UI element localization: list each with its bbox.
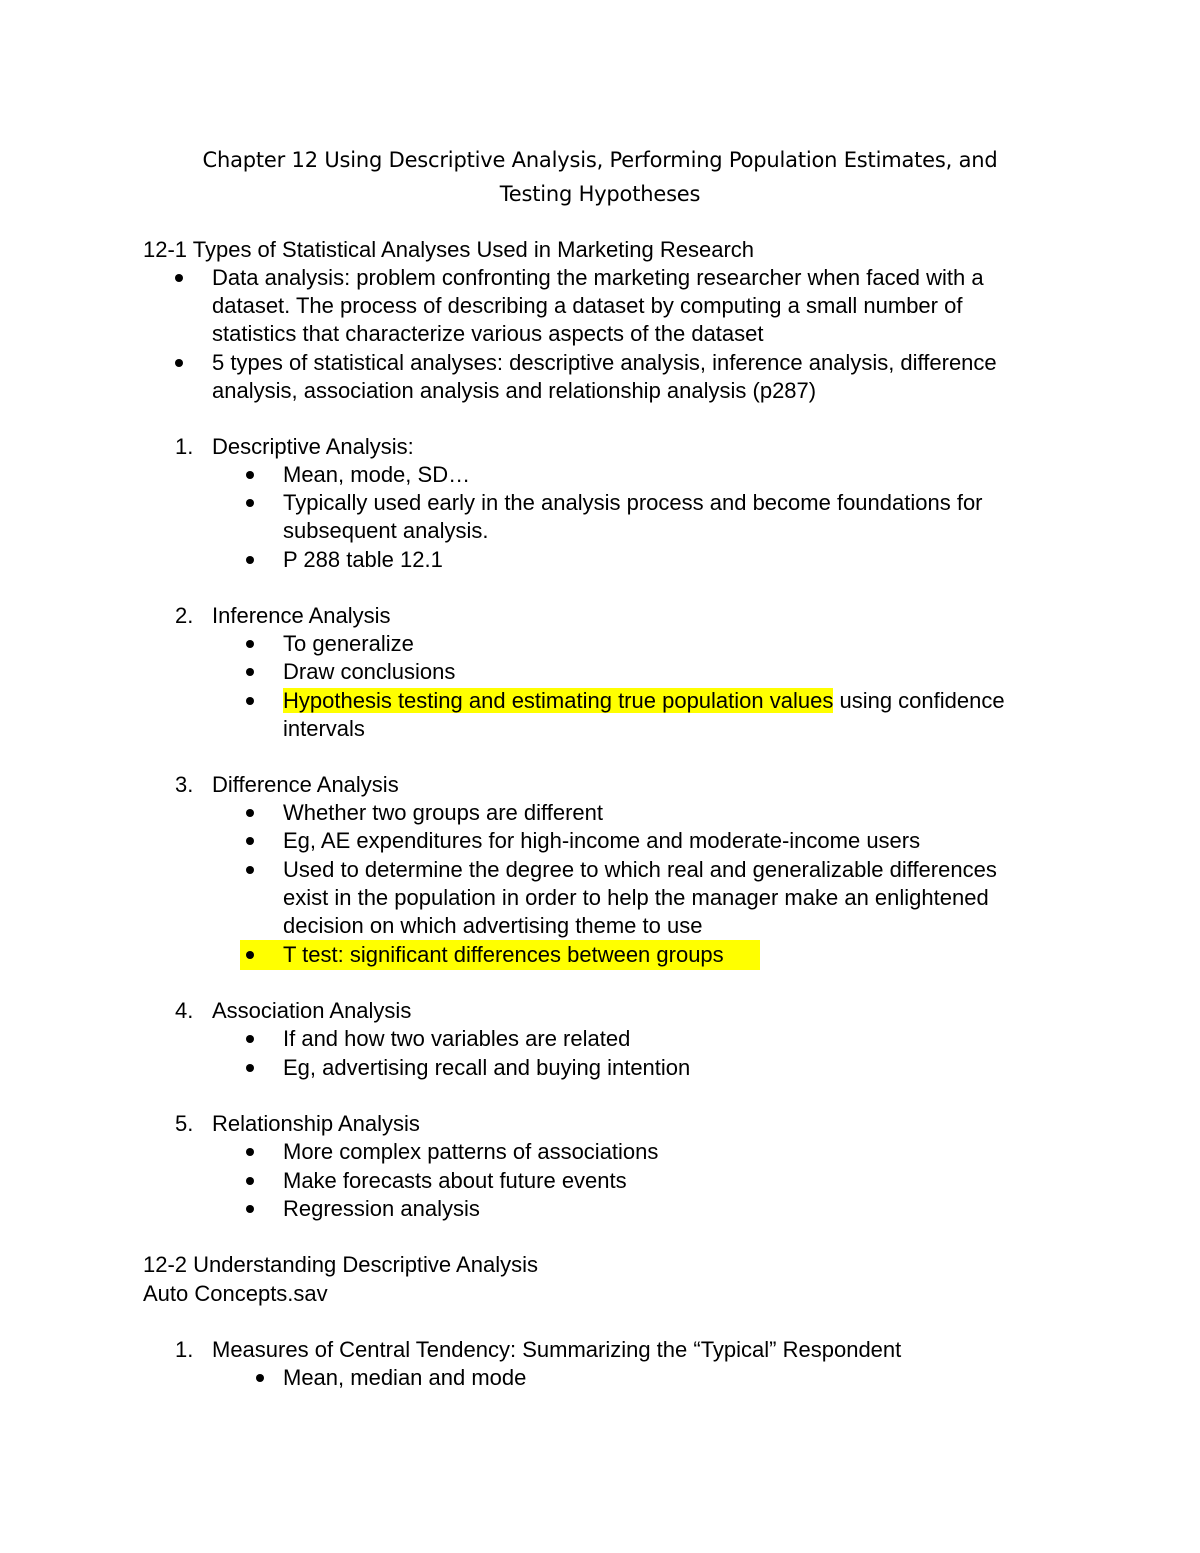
- section-heading-12-2: 12-2 Understanding Descriptive Analysis: [143, 1252, 538, 1277]
- bullet-text-continued: decision on which advertising theme to use: [283, 913, 703, 938]
- bullet-text-continued: statistics that characterize various aspects of the dataset: [212, 321, 764, 346]
- bullet-text-continued: dataset. The process of describing a dataset by computing a small number of: [212, 293, 963, 318]
- bullet-dot: [246, 1177, 254, 1185]
- bullet-text: Eg, advertising recall and buying intention: [283, 1055, 691, 1080]
- chapter-title-line-2: Testing Hypotheses: [499, 182, 701, 206]
- list-item-label: Association Analysis: [212, 998, 412, 1023]
- bullet-text: Data analysis: problem confronting the marketing researcher when faced with a: [212, 265, 984, 290]
- bullet-text: Eg, AE expenditures for high-income and moderate-income users: [283, 828, 921, 853]
- list-number: 2.: [175, 603, 194, 628]
- bullet-text: Make forecasts about future events: [283, 1168, 627, 1193]
- bullet-text: 5 types of statistical analyses: descriptive analysis, inference analysis, difference: [212, 350, 997, 375]
- bullet-dot: [246, 1035, 254, 1043]
- bullet-text-rest: using confidence: [833, 688, 1005, 713]
- chapter-title: [0, 143, 1200, 211]
- bullet-text: If and how two variables are related: [283, 1026, 631, 1051]
- bullet-dot: [256, 1374, 264, 1382]
- bullet-dot: [175, 274, 183, 282]
- bullet-dot: [246, 951, 254, 959]
- list-item-label: Relationship Analysis: [212, 1111, 420, 1136]
- list-number: 1.: [175, 1337, 194, 1362]
- list-item-label: Inference Analysis: [212, 603, 391, 628]
- bullet-dot: [246, 837, 254, 845]
- bullet-text-continued: analysis, association analysis and relationship analysis (p287): [212, 378, 817, 403]
- bullet-text-continued: exist in the population in order to help the manager make an enlightened: [283, 885, 989, 910]
- list-number: 4.: [175, 998, 194, 1023]
- bullet-text: Typically used early in the analysis process and become foundations for: [283, 490, 983, 515]
- bullet-text-continued: intervals: [283, 716, 365, 741]
- bullet-dot: [246, 809, 254, 817]
- highlighted-text: Hypothesis testing and estimating true population values: [283, 688, 834, 713]
- bullet-dot: [246, 471, 254, 479]
- bullet-dot: [246, 1205, 254, 1213]
- bullet-dot: [246, 866, 254, 874]
- list-number: 1.: [175, 434, 194, 459]
- bullet-text: Regression analysis: [283, 1196, 480, 1221]
- bullet-text: Used to determine the degree to which real and generalizable differences: [283, 857, 997, 882]
- bullet-dot: [175, 359, 183, 367]
- bullet-dot: [246, 668, 254, 676]
- bullet-text: Mean, median and mode: [283, 1365, 527, 1390]
- list-item-label: Difference Analysis: [212, 772, 399, 797]
- list-number: 3.: [175, 772, 194, 797]
- bullet-text-continued: subsequent analysis.: [283, 518, 489, 543]
- bullet-text: To generalize: [283, 631, 414, 656]
- list-item-label: Descriptive Analysis:: [212, 434, 414, 459]
- section-heading-12-1: 12-1 Types of Statistical Analyses Used in Marketing Research: [143, 237, 755, 262]
- bullet-dot: [246, 1064, 254, 1072]
- file-name: Auto Concepts.sav: [143, 1281, 328, 1306]
- highlighted-bullet-text: [283, 687, 1005, 715]
- highlighted-bullet-text: T test: significant differences between groups: [283, 942, 724, 967]
- list-number: 5.: [175, 1111, 194, 1136]
- bullet-dot: [246, 499, 254, 507]
- chapter-title-line-1: Chapter 12 Using Descriptive Analysis, Performing Population Estimates, and: [202, 148, 998, 172]
- bullet-dot: [246, 1148, 254, 1156]
- bullet-text: P 288 table 12.1: [283, 547, 443, 572]
- bullet-text: Mean, mode, SD…: [283, 462, 471, 487]
- list-item-label: Measures of Central Tendency: Summarizing the “Typical” Respondent: [212, 1337, 902, 1362]
- bullet-dot: [246, 640, 254, 648]
- bullet-text: More complex patterns of associations: [283, 1139, 659, 1164]
- bullet-dot: [246, 556, 254, 564]
- bullet-text: Whether two groups are different: [283, 800, 603, 825]
- bullet-text: Draw conclusions: [283, 659, 456, 684]
- bullet-dot: [246, 697, 254, 705]
